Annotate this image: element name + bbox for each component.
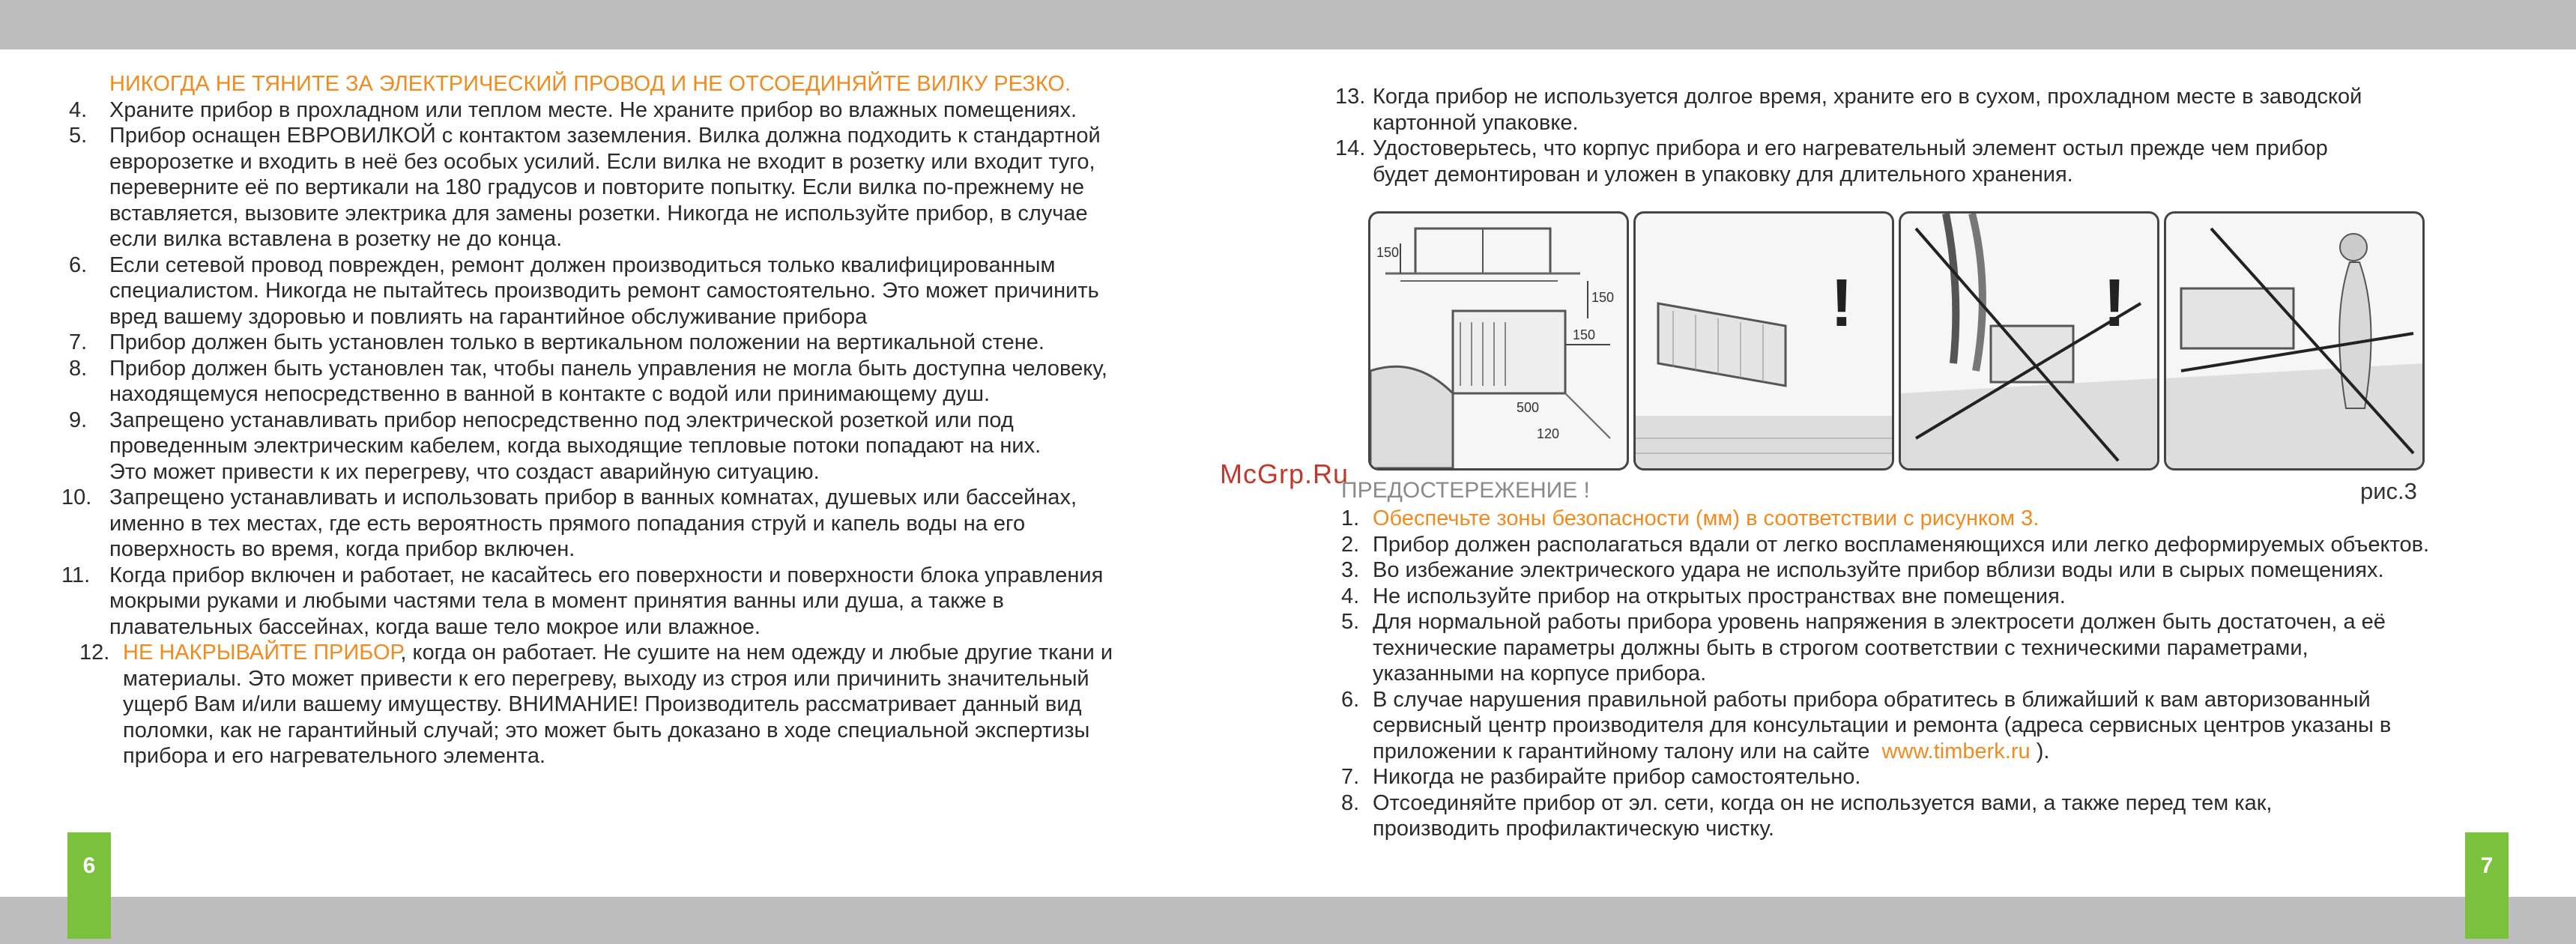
- warning-item-number: 3.: [1341, 558, 1360, 582]
- dim-label: 150: [1591, 290, 1615, 305]
- warning-item-line: производить профилактическую чистку.: [1373, 817, 1774, 841]
- item-number: 13.: [1335, 85, 1366, 109]
- item-line: Это может привести к их перегреву, что создаст аварийную ситуацию.: [109, 459, 820, 484]
- item-line: специалистом. Никогда не пытайтесь производить ремонт самостоятельно. Это может причинить: [109, 279, 1099, 303]
- warning-item-number: 7.: [1341, 765, 1360, 789]
- item-12-line: материалы. Это может привести к его перегреву, выходу из строя или причинить значительный: [123, 666, 1089, 691]
- dim-label: 150: [1376, 245, 1400, 260]
- left-item: [60, 356, 1259, 408]
- warning-item-line: указанными на корпусе прибора.: [1373, 662, 1707, 686]
- item-number: 6.: [69, 252, 88, 277]
- clearance-drawing: [1370, 214, 1627, 468]
- item-line: Прибор оснащен ЕВРОВИЛКОЙ с контактом заземления. Вилка должна подходить к стандартной: [109, 124, 1101, 148]
- item-12: [60, 640, 1259, 769]
- item-line: проведенным электрическим кабелем, когда выходящие тепловые потоки попадают на них.: [109, 434, 1041, 458]
- bathroom-drawing: [2166, 214, 2422, 468]
- warning-item-number: 1.: [1341, 506, 1360, 530]
- left-item: [60, 563, 1259, 641]
- right-top-item: [1331, 84, 2500, 136]
- page-number-left: 6: [67, 832, 111, 939]
- figure-panel-bathroom: [2164, 211, 2425, 471]
- warning-item-line: В случае нарушения правильной работы прибора обратитесь в ближайший к вам авторизованный: [1373, 687, 2371, 712]
- warning-item: [1341, 532, 2510, 558]
- left-item: [60, 97, 1259, 124]
- warning-item-line-prefix: приложении к гарантийному талону или на сайте: [1373, 739, 1882, 763]
- item-number: 9.: [69, 408, 88, 432]
- warning-item: [1341, 506, 2510, 532]
- item-number: 5.: [69, 124, 88, 148]
- left-item: [60, 330, 1259, 356]
- item-line: находящемуся непосредственно в ванной в контакте с водой или принимающему душ.: [109, 382, 991, 406]
- right-top-items: [1331, 84, 2500, 187]
- item-line: Когда прибор не используется долгое время, храните его в сухом, прохладном месте в заводской: [1373, 85, 2362, 109]
- item-line: плавательных бассейнах, когда ваше тело мокрое или влажное.: [109, 614, 761, 639]
- warning-item: [1341, 687, 2510, 765]
- left-item: [60, 485, 1259, 563]
- figure-panel-socket: [1633, 211, 1894, 471]
- warning-item-line: технические параметры должны быть в строгом соответствии с техническими параметрами,: [1373, 635, 2309, 660]
- item-line: Если сетевой провод поврежден, ремонт должен производиться только квалифицированным: [109, 252, 1056, 277]
- left-item: [60, 252, 1259, 330]
- warning-title: ПРЕДОСТЕРЕЖЕНИЕ !: [1341, 478, 1590, 503]
- figure-panel-curtain: [1899, 211, 2159, 471]
- item-12-first-rest: , когда он работает. Не сушите на нем одежду и любые другие ткани и: [400, 641, 1113, 665]
- item-12-line: ущерб Вам и/или вашему имуществу. ВНИМАНИЕ! Производитель рассматривает данный вид: [123, 692, 1082, 716]
- item-line: Прибор должен быть установлен только в вертикальном положении на вертикальной стене.: [109, 330, 1044, 354]
- item-line: Запрещено устанавливать прибор непосредственно под электрической розеткой или под: [109, 408, 1014, 432]
- dim-label: 150: [1573, 327, 1596, 342]
- item-line: вставляется, вызовите электрика для замены розетки. Никогда не используйте прибор, в случае: [109, 201, 1088, 226]
- warning-item: [1341, 584, 2510, 610]
- item-line: поверхность во время, когда прибор включен.: [109, 537, 575, 561]
- item-line: вред вашему здоровью и повлиять на гарантийное обслуживание прибора: [109, 304, 868, 329]
- warning-item-line: Обеспечьте зоны безопасности (мм) в соответствии с рисунком 3.: [1373, 506, 2040, 530]
- item-number: 11.: [61, 563, 91, 587]
- item-line: Запрещено устанавливать и использовать прибор в ванных комнатах, душевых или бассейнах,: [109, 485, 1077, 509]
- website-link[interactable]: www.timberk.ru: [1881, 739, 2031, 763]
- warning-item: [1341, 764, 2510, 790]
- item-line: будет демонтирован и уложен в упаковку для длительного хранения.: [1373, 162, 2073, 187]
- item-line: Удостоверьтесь, что корпус прибора и его нагревательный элемент остыл прежде чем прибор: [1373, 136, 2328, 160]
- dim-label: 500: [1517, 400, 1540, 415]
- warning-item-line: Прибор должен располагаться вдали от легко воспламеняющихся или легко деформируемых объектов.: [1373, 532, 2430, 557]
- figure-label: рис.3: [2360, 478, 2417, 504]
- item-12-highlight: НЕ НАКРЫВАЙТЕ ПРИБОР: [123, 641, 401, 665]
- figure-panel-clearances: [1368, 211, 1629, 471]
- warning-item-line: [1373, 739, 2510, 765]
- left-heading: НИКОГДА НЕ ТЯНИТЕ ЗА ЭЛЕКТРИЧЕСКИЙ ПРОВОД И НЕ ОТСОЕДИНЯЙТЕ ВИЛКУ РЕЗКО.: [109, 72, 1071, 96]
- item-line: мокрыми руками и любыми частями тела в момент принятия ванны или душа, а также в: [109, 589, 1004, 613]
- item-line: Когда прибор включен и работает, не касайтесь его поверхности и поверхности блока управления: [109, 563, 1104, 587]
- warning-item-line: Отсоединяйте прибор от эл. сети, когда он не используется вами, а также перед тем как,: [1373, 790, 2273, 815]
- dim-label: 120: [1537, 426, 1560, 441]
- warning-item-line: Во избежание электрического удара не используйте прибор вблизи воды или в сырых помещениях.: [1373, 558, 2384, 582]
- warning-item-line-suffix: ).: [2030, 739, 2050, 763]
- item-line: евророзетке и входить в неё без особых усилий. Если вилка не входит в розетку или входит туго,: [109, 149, 1095, 174]
- warning-item-number: 5.: [1341, 610, 1360, 634]
- right-top-item: [1331, 136, 2500, 187]
- item-number: 10.: [61, 485, 92, 509]
- top-band: [0, 0, 2576, 49]
- item-number: 14.: [1335, 136, 1366, 160]
- left-items: [60, 97, 1259, 641]
- item-line: именно в тех местах, где есть вероятность прямого попадания струй и капель воды на его: [109, 511, 1026, 536]
- warning-item: [1341, 790, 2510, 842]
- item-12-line: прибора и его нагревательного элемента.: [123, 744, 545, 768]
- item-line: Прибор должен быть установлен так, чтобы панель управления не могла быть доступна человеку,: [109, 356, 1107, 381]
- item-number: 8.: [69, 356, 88, 381]
- warning-item-number: 2.: [1341, 532, 1360, 557]
- right-column-top: [1331, 84, 2500, 187]
- warning-item-line: Не используйте прибор на открытых пространствах вне помещения.: [1373, 584, 2066, 608]
- left-item: [60, 123, 1259, 252]
- item-number: 4.: [69, 97, 88, 122]
- item-line: если вилка вставлена в розетку не до конца.: [109, 227, 563, 251]
- warning-list: [1341, 506, 2510, 842]
- left-column: [60, 71, 1259, 769]
- warning-item: [1341, 557, 2510, 584]
- socket-drawing: [1636, 214, 1892, 468]
- item-line: Храните прибор в прохладном или теплом месте. Не храните прибор во влажных помещениях.: [109, 97, 1077, 122]
- page-number-right: 7: [2465, 832, 2509, 939]
- item-12-number: 12.: [79, 641, 110, 665]
- item-line: картонной упаковке.: [1373, 110, 1579, 135]
- warning-mark: !: [2103, 266, 2126, 341]
- item-12-line: поломки, как не гарантийный случай; это может быть доказано в ходе специальной экспертизы: [123, 718, 1090, 742]
- left-item: [60, 408, 1259, 485]
- item-number: 7.: [69, 330, 88, 354]
- watermark: McGrp.Ru: [1220, 459, 1349, 489]
- warning-item-line: сервисный центр производителя для консультации и ремонта (адреса сервисных центров указаны в: [1373, 713, 2392, 737]
- warning-item-line: Для нормальной работы прибора уровень напряжения в электросети должен быть достаточен, а её: [1373, 610, 2386, 634]
- warning-item-number: 6.: [1341, 687, 1360, 712]
- curtain-drawing: [1901, 214, 2157, 468]
- item-line: переверните её по вертикали на 180 градусов и повторите попытку. Если вилка по-прежнему не: [109, 175, 1084, 199]
- warning-mark: !: [1830, 266, 1853, 341]
- bottom-band: [0, 897, 2576, 944]
- warning-item-line: Никогда не разбирайте прибор самостоятельно.: [1373, 765, 1861, 789]
- warning-item: [1341, 609, 2510, 687]
- warning-item-number: 8.: [1341, 790, 1360, 815]
- warning-item-number: 4.: [1341, 584, 1360, 608]
